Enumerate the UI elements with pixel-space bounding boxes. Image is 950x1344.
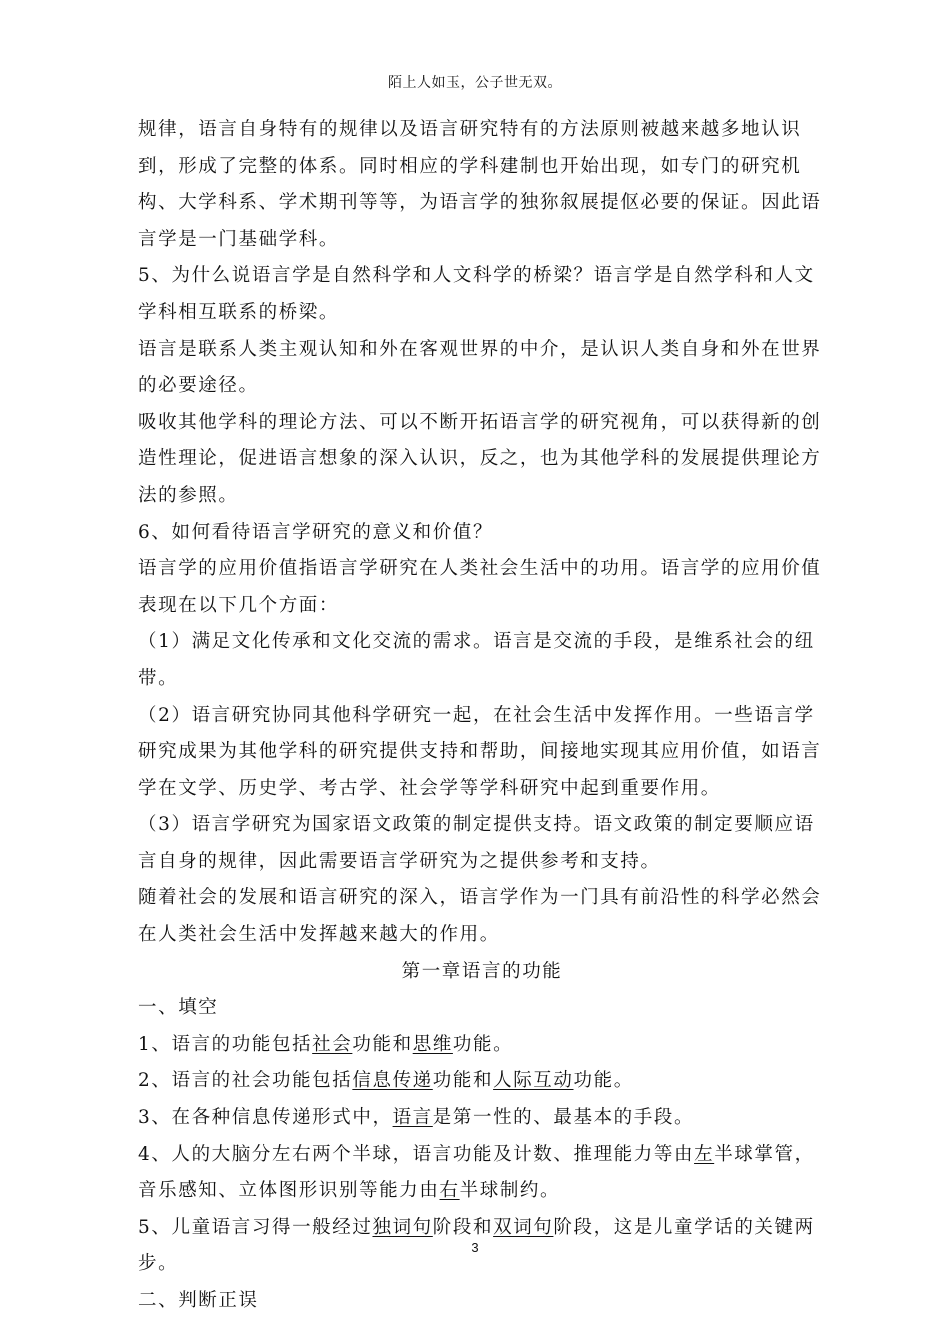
chapter-title: 第一章语言的功能	[401, 960, 563, 982]
list-item: （3）语言学研究为国家语文政策的制定提供支持。语文政策的制定要顺应语言自身的规律，因此需要语言学研究为之提供参考和支持。	[138, 814, 815, 872]
paragraph: 吸收其他学科的理论方法、可以不断开拓语言学的研究视角，可以获得新的创造性理论，促进语言想象的深入认识，反之，也为其他学科的发展提供理论方法的参照。	[138, 411, 822, 506]
fill-answer: 社会	[312, 1033, 353, 1055]
fill-text: 2、语言的社会功能包括	[138, 1070, 353, 1092]
fill-answer: 信息传递	[352, 1070, 433, 1092]
question-6: 6、如何看待语言学研究的意义和价值？	[138, 521, 494, 543]
paragraph: 语言学的应用价值指语言学研究在人类社会生活中的功用。语言学的应用价值表现在以下几个方面：	[138, 558, 822, 616]
fill-item-4	[138, 1137, 826, 1210]
fill-text: 功能。	[573, 1070, 634, 1092]
fill-text: 功能和	[432, 1070, 494, 1092]
fill-text: 4、人的大脑分左右两个半球，语言功能及计数、推理能力等由	[138, 1143, 695, 1165]
fill-text: 阶段，这是儿童学话的关键两步。	[138, 1216, 815, 1275]
paragraph: 随着社会的发展和语言研究的深入，语言学作为一门具有前沿性的科学必然会在人类社会生活中发挥越来越大的作用。	[138, 887, 822, 946]
page-header: 陌上人如玉，公子世无双。	[388, 75, 562, 91]
fill-text: 半球制约。	[459, 1180, 561, 1202]
fill-answer: 人际互动	[493, 1070, 574, 1092]
question-5: 5、为什么说语言学是自然科学和人文科学的桥梁？语言学是自然学科和人文学科相互联系的桥梁。	[138, 265, 815, 323]
fill-text: 5、儿童语言习得一般经过	[138, 1216, 373, 1238]
fill-text: 1、语言的功能包括	[138, 1033, 313, 1055]
fill-text: 功能和	[352, 1033, 413, 1055]
fill-answer: 语言	[392, 1107, 433, 1129]
fill-text: 功能。	[452, 1033, 514, 1055]
fill-answer: 思维	[412, 1033, 453, 1055]
fill-answer: 左	[694, 1143, 715, 1165]
document-body	[138, 112, 826, 1320]
fill-item-2	[138, 1063, 826, 1100]
fill-text: 是第一性的、最基本的手段。	[432, 1107, 695, 1129]
page-number: 3	[471, 1240, 479, 1255]
fill-text: 半球掌管，音乐感知、立体图形识别等能力由	[138, 1143, 815, 1202]
fill-text: 3、在各种信息传递形式中，	[138, 1107, 393, 1129]
list-item: （1）满足文化传承和文化交流的需求。语言是交流的手段，是维系社会的纽带。	[138, 631, 815, 689]
fill-item-1	[138, 1027, 826, 1064]
section-heading: 一、填空	[138, 997, 219, 1019]
list-item: （2）语言研究协同其他科学研究一起，在社会生活中发挥作用。一些语言学研究成果为其他学科的研究提供支持和帮助，间接地实现其应用价值，如语言学在文学、历史学、考古学、社会学等学科研究中起到重要作用。	[138, 704, 822, 799]
fill-answer: 右	[439, 1180, 460, 1202]
paragraph: 规律，语言自身特有的规律以及语言研究特有的方法原则被越来越多地认识到，形成了完整的体系。同时相应的学科建制也开始出现，如专门的研究机构、大学科系、学术期刊等等，为语言学的独狝叙展提伛必要的保证。因此语言学是一门基础学科。	[138, 119, 822, 250]
section-heading: 二、判断正误	[138, 1290, 259, 1311]
paragraph: 语言是联系人类主观认知和外在客观世界的中介，是认识人类自身和外在世界的必要途径。	[138, 338, 822, 397]
fill-text: 阶段和	[432, 1216, 494, 1238]
fill-item-3	[138, 1100, 826, 1137]
fill-answer: 独词句	[372, 1216, 433, 1238]
fill-answer: 双词句	[493, 1216, 554, 1238]
